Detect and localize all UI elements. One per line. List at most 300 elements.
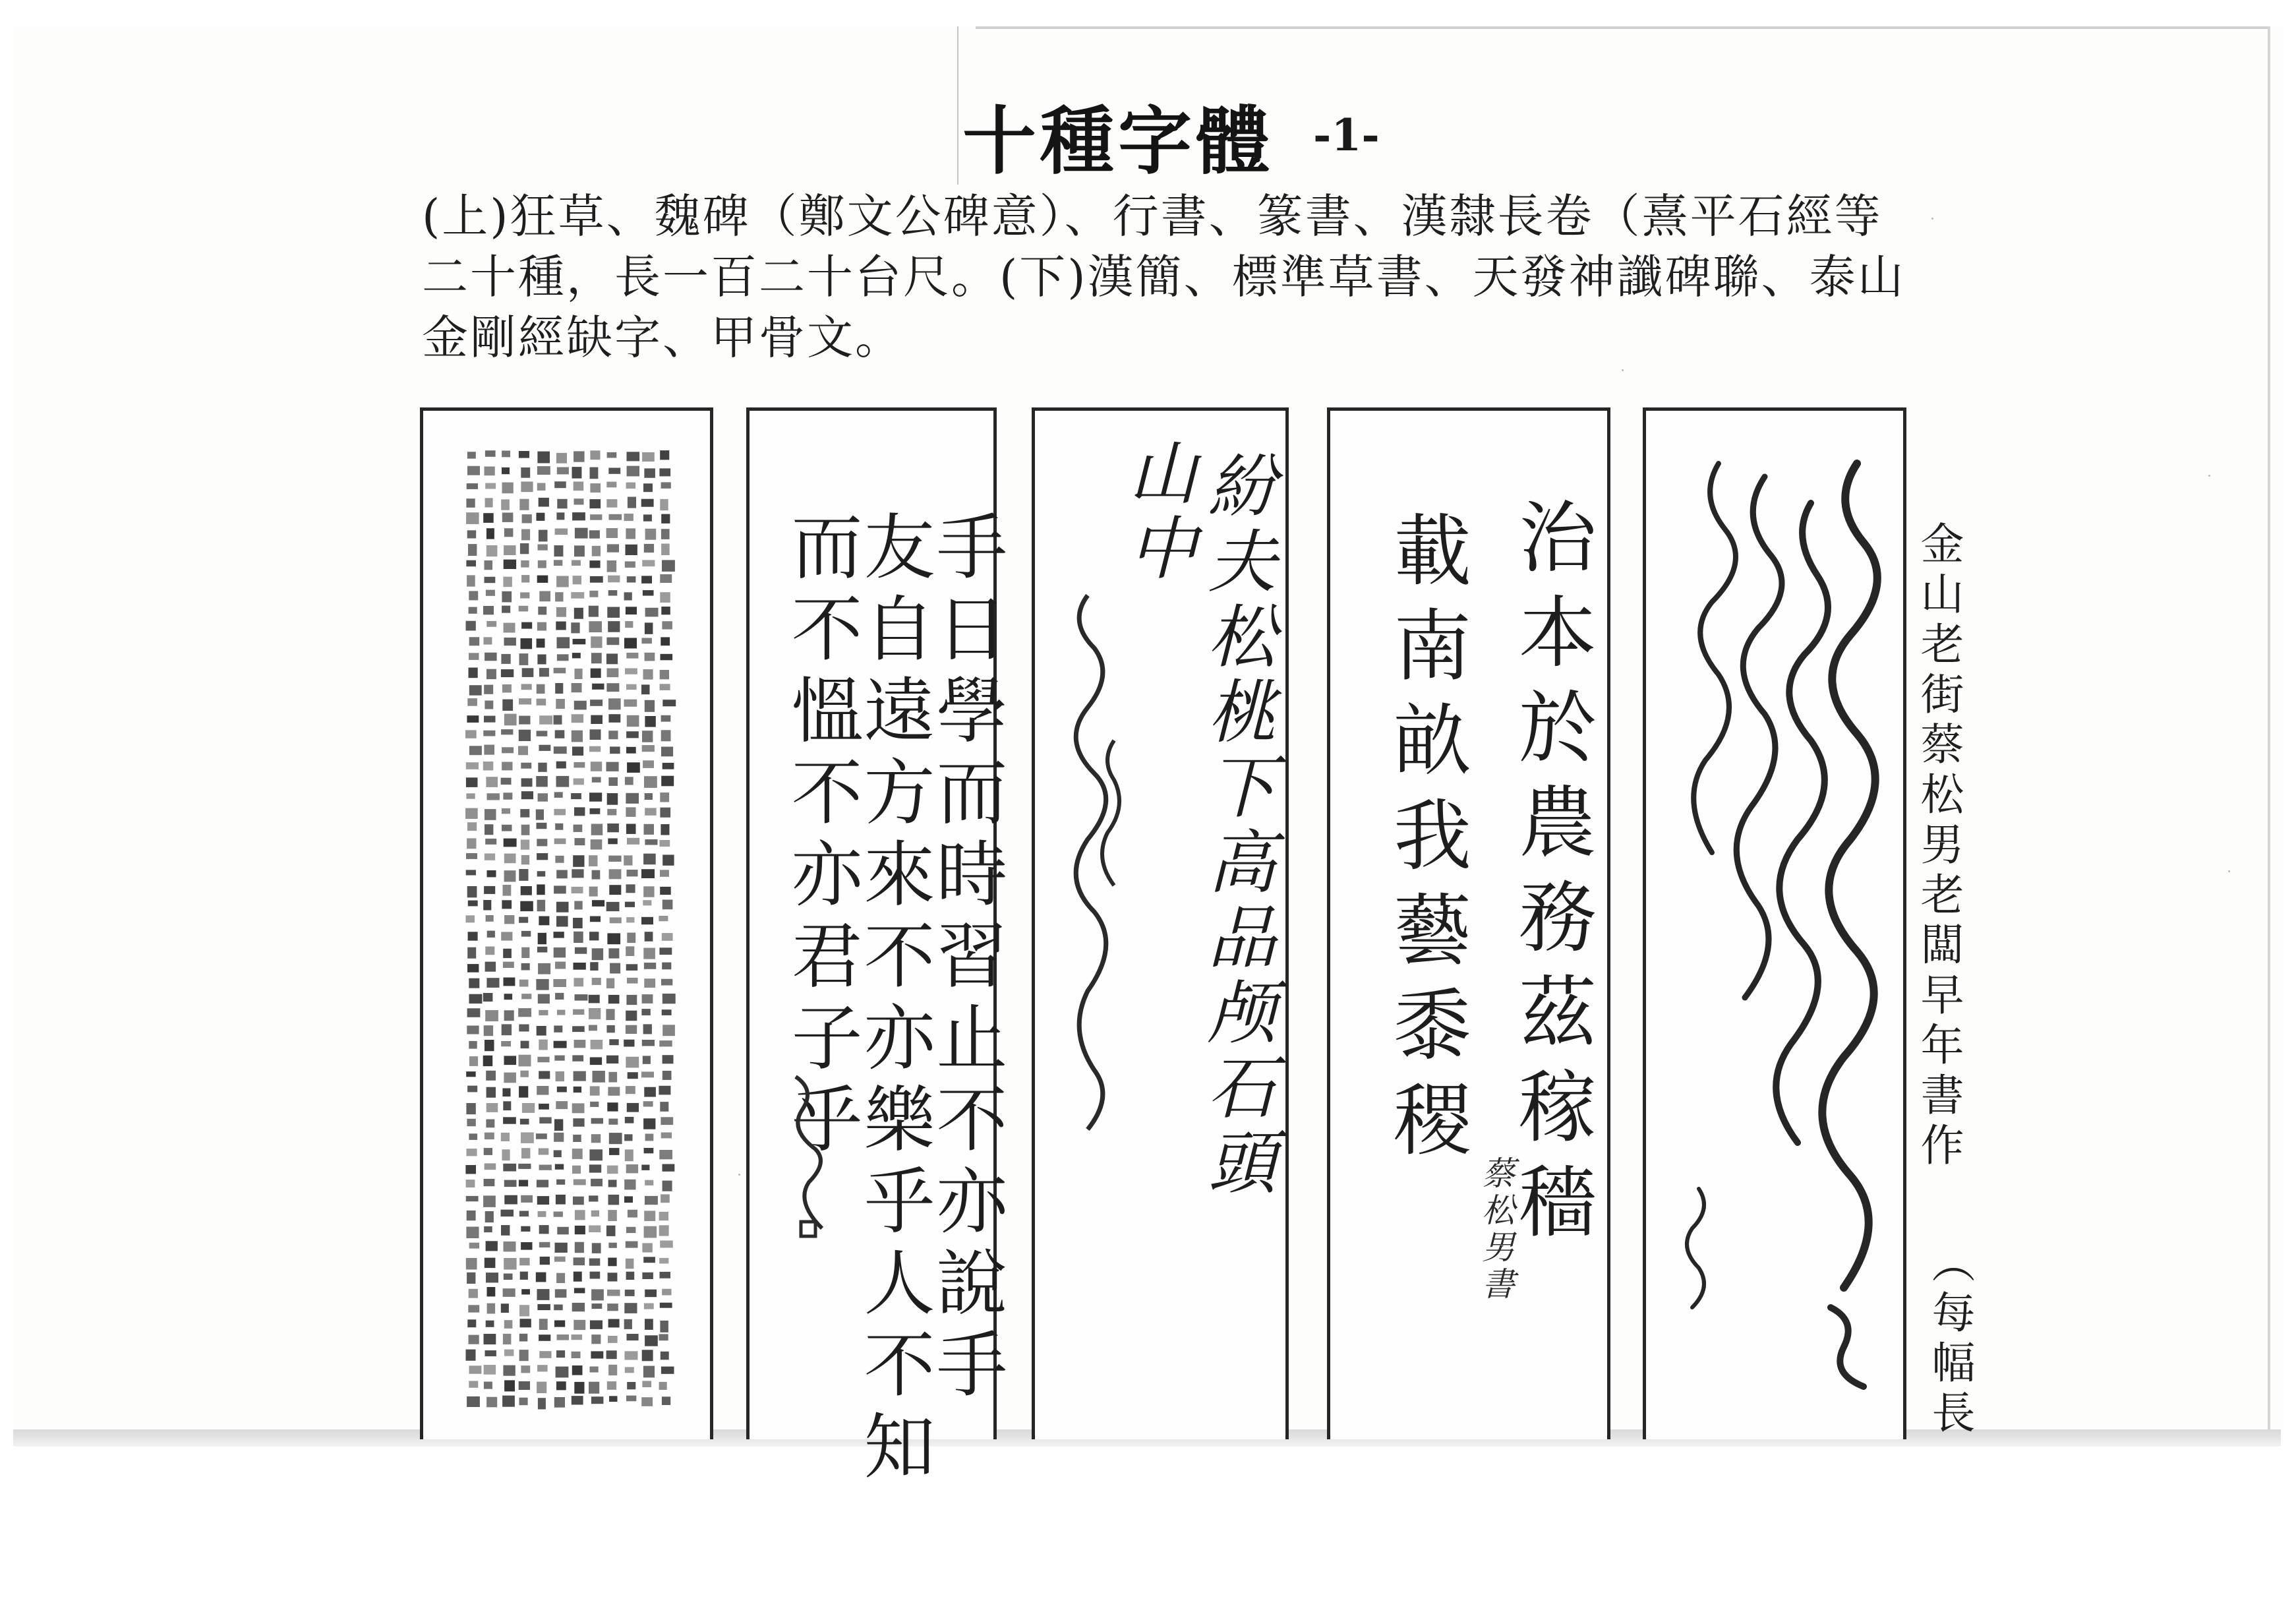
clerical-glyph-mark [556,1195,566,1205]
clerical-glyph-mark [521,481,533,492]
clerical-glyph-mark [645,793,653,800]
clerical-glyph-mark [521,840,529,850]
clerical-glyph-mark [554,792,563,798]
clerical-glyph-mark [661,529,670,539]
clerical-glyph-mark [556,576,569,587]
clerical-glyph-mark [556,699,565,709]
clerical-glyph-mark [466,870,476,875]
clerical-glyph-mark [572,1396,583,1404]
clerical-glyph-mark [573,1135,581,1142]
clerical-glyph-mark [501,1041,511,1046]
clerical-glyph-mark [609,514,622,520]
clerical-glyph-mark [606,528,618,538]
clerical-glyph-mark [659,1258,668,1264]
clerical-glyph-mark [519,917,528,923]
clerical-glyph-mark [504,870,516,882]
clerical-glyph-mark [537,1304,550,1310]
seal-signature-mark [789,1070,829,1242]
clerical-glyph-mark [660,684,670,690]
title-row [962,89,1380,185]
clerical-glyph-mark [574,451,585,462]
clerical-glyph-mark [608,576,620,583]
clerical-glyph-mark [645,700,655,712]
clerical-glyph-mark [607,1166,618,1174]
clerical-glyph-mark [466,1103,475,1114]
clerical-glyph-mark [521,622,532,629]
clerical-glyph-mark [521,1242,532,1250]
clerical-glyph-mark [661,1133,672,1139]
clerical-glyph-mark [574,1040,586,1048]
clerical-glyph-mark [501,932,512,940]
clerical-glyph-mark [624,514,633,521]
clerical-glyph-mark [554,932,564,938]
clerical-glyph-mark [521,931,531,937]
clerical-glyph-mark [591,1118,603,1124]
clerical-glyph-mark [575,1210,585,1220]
clerical-glyph-mark [466,762,479,769]
clerical-glyph-mark [467,1319,476,1327]
clerical-glyph-mark [641,499,654,507]
clerical-glyph-mark [521,886,532,895]
clerical-glyph-mark [610,963,620,974]
clerical-glyph-mark [644,1211,655,1221]
clerical-glyph-mark [606,482,616,488]
clerical-glyph-mark [537,1026,546,1036]
clerical-glyph-mark [574,1272,582,1282]
clerical-glyph-mark [557,1087,567,1093]
clerical-glyph-mark [467,1119,475,1126]
clerical-glyph-mark [659,916,668,921]
clerical-glyph-mark [503,962,514,968]
clerical-glyph-mark [486,545,498,556]
clerical-glyph-mark [486,669,496,679]
clerical-glyph-mark [645,1335,658,1346]
clerical-glyph-mark [607,544,619,552]
clerical-glyph-mark [540,1257,550,1265]
clerical-glyph-mark [485,947,494,955]
clerical-glyph-mark [627,1334,639,1340]
clerical-glyph-mark [627,933,635,944]
clerical-glyph-mark [591,669,601,678]
clerical-glyph-mark [502,1396,515,1407]
clerical-glyph-mark [659,468,670,476]
clerical-glyph-mark [538,607,546,614]
clerical-glyph-mark [467,1086,477,1093]
clerical-glyph-mark [555,1243,568,1253]
clerical-glyph-mark [589,1025,597,1031]
clerical-glyph-mark [608,468,620,474]
clerical-glyph-mark [466,560,476,567]
clerical-glyph-mark [626,653,638,659]
clerical-glyph-mark [574,978,584,986]
clerical-glyph-mark [554,481,566,488]
clerical-glyph-mark [518,1164,531,1169]
clerical-glyph-mark [537,1365,548,1371]
clerical-glyph-mark [537,1289,550,1300]
clerical-glyph-mark [608,1195,620,1205]
clerical-glyph-mark [607,1303,618,1311]
clerical-glyph-mark [609,885,621,895]
clerical-glyph-mark [504,638,516,645]
clerical-glyph-mark [539,1334,550,1341]
clerical-glyph-mark [627,1103,639,1112]
clerical-glyph-mark [591,839,603,849]
clerical-glyph-mark [484,1148,492,1155]
clerical-glyph-mark [520,1119,529,1125]
clerical-glyph-mark [643,1366,655,1378]
clerical-glyph-mark [467,1273,475,1284]
clerical-glyph-mark [626,1396,636,1402]
clerical-glyph-mark [556,453,567,464]
clerical-glyph-mark [556,870,568,879]
clerical-glyph-mark [483,731,495,736]
clerical-glyph-mark [466,1258,477,1270]
clerical-glyph-mark [641,1397,653,1406]
clerical-glyph-mark [591,1134,601,1143]
clerical-glyph-mark [502,513,514,522]
clerical-glyph-mark [483,993,493,1002]
sheet-right-edge [2268,26,2270,1444]
clerical-glyph-mark [501,1225,510,1236]
clerical-glyph-mark [519,653,529,665]
clerical-glyph-mark [660,887,671,895]
clerical-glyph-mark [537,1196,549,1205]
clerical-glyph-mark [608,590,618,595]
clerical-glyph-mark [503,1117,516,1124]
clerical-glyph-mark [485,824,493,835]
clerical-glyph-mark [572,1334,583,1340]
clerical-glyph-mark [572,1103,585,1113]
clerical-glyph-mark [466,915,475,922]
clerical-glyph-mark [624,638,637,649]
clerical-glyph-mark [468,932,478,940]
clerical-glyph-mark [642,452,655,462]
clerical-glyph-mark [483,1056,493,1066]
regular-signature: 蔡松男書 [1477,1156,1515,1303]
clerical-glyph-mark [469,994,483,1004]
clerical-glyph-mark [557,467,569,475]
clerical-glyph-mark [501,1303,509,1313]
clerical-glyph-mark [591,1334,601,1344]
clerical-glyph-mark [469,1365,482,1373]
clerical-glyph-mark [572,1303,585,1311]
clerical-glyph-mark [662,1071,672,1080]
clerical-glyph-mark [624,1134,632,1141]
clerical-glyph-mark [519,1025,529,1032]
clerical-glyph-mark [645,932,653,942]
clerical-glyph-mark [591,636,602,647]
clerical-glyph-mark [626,1164,638,1173]
clerical-glyph-mark [520,1071,529,1077]
clerical-glyph-mark [589,606,599,617]
clerical-glyph-mark [644,963,656,969]
clerical-glyph-mark [503,1288,515,1297]
clerical-glyph-mark [467,838,476,849]
clerical-glyph-mark [537,655,546,665]
clerical-glyph-mark [539,1071,550,1079]
clerical-glyph-mark [572,653,581,658]
clerical-glyph-mark [556,607,566,617]
clerical-glyph-mark [536,979,548,990]
clerical-glyph-mark [626,917,634,922]
clerical-glyph-mark [485,498,493,507]
clerical-glyph-mark [487,1303,496,1314]
clerical-glyph-mark [521,825,530,835]
clerical-glyph-mark [645,808,657,815]
clerical-glyph-mark [537,639,545,648]
clerical-glyph-mark [485,962,496,972]
clerical-glyph-mark [662,994,676,1004]
clerical-glyph-mark [591,1289,604,1300]
clerical-glyph-mark [536,1133,547,1139]
clerical-glyph-mark [643,669,653,680]
clerical-glyph-mark [487,870,496,877]
clerical-glyph-mark [573,1118,584,1127]
clerical-glyph-mark [643,854,656,865]
clerical-glyph-mark [641,917,653,924]
clerical-glyph-mark [521,1365,530,1373]
clerical-glyph-mark [484,1226,492,1232]
clerical-glyph-mark [589,887,598,897]
clerical-glyph-mark [606,1009,614,1020]
clerical-glyph-mark [642,745,655,752]
clerical-glyph-mark [485,809,496,820]
clerical-glyph-mark [537,684,545,694]
clerical-glyph-mark [467,1211,476,1220]
clerical-glyph-mark [504,545,515,555]
clerical-glyph-mark [590,962,598,971]
clerical-glyph-mark [520,1272,528,1280]
page-title: 十種字體 [962,98,1274,185]
clerical-glyph-mark [626,1025,637,1034]
clerical-glyph-mark [608,1119,618,1125]
clerical-glyph-mark [519,499,529,510]
clerical-glyph-mark [538,994,550,1004]
clerical-glyph-mark [606,762,619,771]
clerical-glyph-mark [608,995,620,1004]
clerical-glyph-mark [591,1351,603,1358]
clerical-glyph-mark [485,1040,494,1051]
clerical-glyph-mark [660,1102,668,1112]
clerical-glyph-mark [590,1102,599,1107]
clerical-glyph-mark [539,916,549,926]
clerical-glyph-mark [607,452,617,458]
clerical-glyph-mark [504,1258,516,1270]
clerical-glyph-mark [536,1273,546,1282]
clerical-glyph-mark [626,1242,638,1248]
clerical-glyph-mark [466,1180,475,1187]
clerical-glyph-mark [589,932,599,940]
clerical-glyph-mark [609,1396,618,1402]
clerical-glyph-mark [504,560,516,569]
clerical-glyph-mark [521,467,530,478]
clerical-glyph-mark [485,1163,496,1170]
clerical-glyph-mark [483,606,494,614]
clerical-glyph-mark [589,560,600,568]
clerical-glyph-mark [502,451,510,458]
clerical-glyph-mark [659,947,672,955]
clerical-glyph-mark [590,808,601,814]
clerical-glyph-mark [662,1055,674,1064]
clerical-glyph-mark [608,1319,620,1328]
clerical-glyph-mark [467,1026,479,1034]
clerical-glyph-mark [554,1151,562,1158]
clerical-glyph-mark [486,1273,498,1282]
clerical-glyph-mark [504,839,517,847]
clerical-glyph-mark [607,607,620,618]
clerical-glyph-mark [556,512,564,520]
clerical-glyph-mark [608,1273,618,1281]
clerical-glyph-mark [660,670,669,679]
clerical-glyph-mark [537,853,548,860]
clerical-glyph-mark [554,1026,562,1033]
cursive-inscription-strokes [1048,582,1127,1242]
clerical-glyph-mark [644,1087,656,1097]
clerical-glyph-mark [662,963,671,970]
clerical-glyph-mark [591,824,603,835]
clerical-glyph-mark [662,1289,671,1296]
clerical-glyph-mark [574,807,585,816]
clerical-glyph-mark [537,947,547,953]
clerical-glyph-mark [659,1040,672,1046]
clerical-glyph-mark [469,1335,479,1344]
clerical-glyph-mark [572,1166,581,1174]
clerical-glyph-mark [504,1274,513,1280]
clerical-glyph-mark [628,1210,637,1218]
clerical-glyph-mark [502,700,513,711]
wild-cursive-strokes [1659,450,1897,1426]
clerical-glyph-mark [520,809,529,818]
clerical-glyph-mark [645,1134,654,1141]
clerical-glyph-mark [557,1227,569,1235]
clerical-glyph-mark [575,1226,585,1234]
clerical-glyph-mark [504,854,516,864]
clerical-glyph-mark [501,1133,510,1141]
clerical-glyph-mark [503,1164,516,1172]
clerical-glyph-mark [538,793,548,802]
clerical-glyph-mark [625,669,637,674]
clerical-glyph-mark [627,978,638,984]
clerical-glyph-mark [537,576,548,583]
clerical-glyph-mark [486,590,495,596]
clerical-glyph-mark [644,776,657,788]
clerical-glyph-mark [644,544,654,553]
clerical-glyph-mark [554,1212,563,1217]
clerical-glyph-mark [555,1289,567,1298]
clerical-glyph-mark [662,1181,672,1191]
clerical-glyph-mark [485,653,497,661]
clerical-glyph-mark [556,1381,566,1390]
clerical-glyph-mark [645,1290,657,1298]
regular-column: 治本於農務茲稼穡 [1506,496,1597,1256]
clerical-glyph-mark [606,653,618,664]
clerical-glyph-mark [503,577,512,587]
clerical-glyph-mark [628,1072,638,1079]
clerical-glyph-mark [607,1381,616,1390]
clerical-glyph-mark [574,1382,584,1394]
clerical-glyph-mark [536,810,544,820]
clerical-glyph-mark [556,1367,569,1378]
clerical-glyph-mark [626,946,634,956]
clerical-glyph-mark [539,1242,550,1247]
clerical-glyph-mark [487,931,495,938]
seal-signature-strokes [789,1070,829,1242]
clerical-glyph-mark [539,745,551,751]
clerical-glyph-mark [502,1149,510,1160]
clerical-glyph-mark [575,947,587,954]
clerical-glyph-mark [642,731,653,742]
clerical-glyph-mark [608,731,618,739]
clerical-glyph-mark [589,591,598,597]
clerical-glyph-mark [574,825,583,832]
clerical-glyph-mark [572,869,583,878]
clerical-glyph-mark [521,855,529,864]
clerical-glyph-mark [625,1290,635,1296]
clerical-glyph-mark [624,1040,634,1047]
clerical-glyph-mark [662,763,674,769]
clerical-glyph-mark [556,1350,565,1358]
clerical-glyph-mark [537,1382,546,1393]
clerical-glyph-mark [485,1350,496,1356]
clerical-glyph-mark [572,1026,585,1032]
clerical-glyph-mark [539,1040,548,1050]
clerical-glyph-mark [574,1180,586,1185]
clerical-glyph-mark [641,638,652,644]
clerical-glyph-mark [485,701,493,709]
clerical-glyph-mark [645,839,657,845]
clerical-glyph-mark [555,730,565,738]
clerical-glyph-mark [468,1305,479,1312]
clerical-glyph-mark [644,1148,654,1153]
clerical-glyph-mark [537,466,550,475]
clerical-glyph-mark [537,823,547,829]
clerical-glyph-mark [504,1350,514,1356]
clerical-glyph-mark [519,698,531,704]
clerical-glyph-mark [592,978,601,985]
clerical-glyph-mark [590,700,603,706]
clerical-glyph-mark [572,1149,583,1159]
clerical-glyph-mark [556,916,568,926]
clerical-glyph-mark [469,1133,477,1140]
clerical-glyph-mark [572,714,583,723]
clerical-glyph-mark [504,1320,513,1329]
clerical-glyph-mark [643,900,651,905]
clerical-glyph-mark [589,621,602,632]
clerical-glyph-mark [538,1398,546,1409]
clerical-glyph-mark [554,1397,565,1408]
clerical-glyph-mark [659,1086,670,1095]
clerical-glyph-mark [556,1273,565,1283]
clerical-glyph-mark [467,452,476,458]
clerical-glyph-mark [661,544,670,556]
clerical-glyph-mark [645,608,659,617]
clerical-glyph-mark [504,1195,517,1205]
clerical-glyph-mark [574,762,585,768]
clerical-glyph-mark [572,746,583,756]
clerical-glyph-mark [644,1226,657,1238]
clerical-glyph-mark [645,653,655,661]
clerical-glyph-mark [487,1287,496,1296]
clerical-glyph-mark [575,1242,584,1253]
clerical-glyph-mark [554,1133,564,1142]
clerical-glyph-mark [521,1289,530,1294]
clerical-glyph-mark [661,1352,669,1360]
clerical-glyph-mark [555,529,568,535]
clerical-glyph-mark [642,1350,653,1361]
clerical-glyph-mark [484,1179,495,1186]
clerical-glyph-mark [624,855,632,865]
clerical-glyph-mark [554,1321,565,1327]
